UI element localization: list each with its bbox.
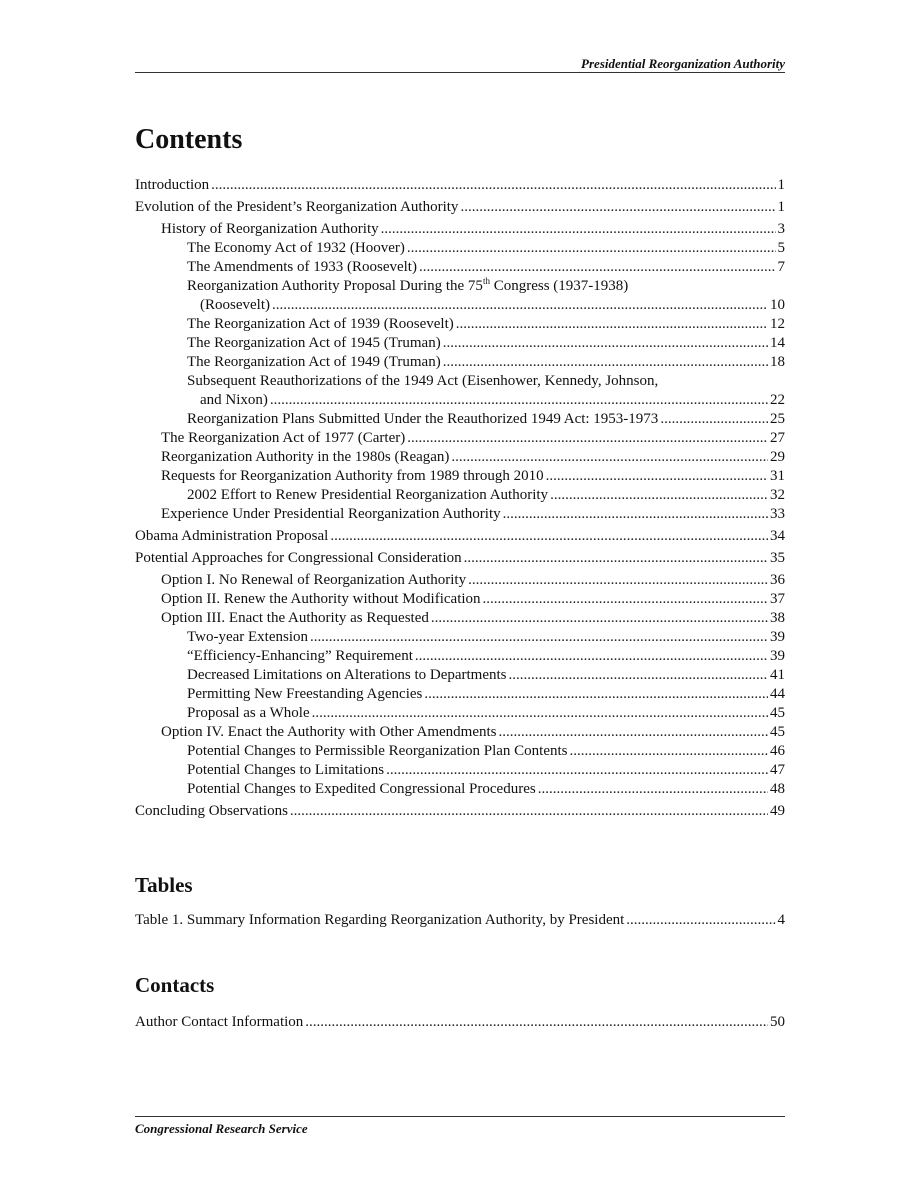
contents-heading: Contents bbox=[135, 124, 243, 155]
header-rule bbox=[135, 72, 785, 73]
toc-entry[interactable]: Reorganization Authority Proposal During the 75th Congress (1937-1938) (Roosevelt) ..... 10 bbox=[135, 277, 785, 315]
toc-entry[interactable]: Proposal as a Whole ..... 45 bbox=[135, 704, 785, 723]
toc-entry[interactable]: Option II. Renew the Authority without Modification ..... 37 bbox=[135, 590, 785, 609]
toc-entry[interactable]: Reorganization Authority in the 1980s (Reagan) ..... 29 bbox=[135, 448, 785, 467]
toc-entry[interactable]: The Economy Act of 1932 (Hoover) ..... 5 bbox=[135, 239, 785, 258]
toc-entry[interactable]: Obama Administration Proposal ..... 34 bbox=[135, 527, 785, 546]
toc-entry[interactable]: Option I. No Renewal of Reorganization Authority ..... 36 bbox=[135, 571, 785, 590]
toc-entry[interactable]: Subsequent Reauthorizations of the 1949 Act (Eisenhower, Kennedy, Johnson, and Nixon) ..... 22 bbox=[135, 372, 785, 410]
toc-entry[interactable]: Introduction ..... 1 bbox=[135, 176, 785, 195]
contacts-heading: Contacts bbox=[135, 973, 215, 997]
toc-entry[interactable]: Evolution of the President’s Reorganization Authority ..... 1 bbox=[135, 198, 785, 217]
tables-list bbox=[135, 911, 785, 930]
toc-entry[interactable]: Reorganization Plans Submitted Under the Reauthorized 1949 Act: 1953-1973 ..... 25 bbox=[135, 410, 785, 429]
toc-entry[interactable]: Experience Under Presidential Reorganization Authority ..... 33 bbox=[135, 505, 785, 524]
toc-entry[interactable]: Potential Changes to Limitations ..... 47 bbox=[135, 761, 785, 780]
toc-entry[interactable]: Permitting New Freestanding Agencies ..... 44 bbox=[135, 685, 785, 704]
toc-entry[interactable]: History of Reorganization Authority ..... 3 bbox=[135, 220, 785, 239]
toc-entry[interactable]: Potential Changes to Permissible Reorganization Plan Contents ..... 46 bbox=[135, 742, 785, 761]
contacts-list bbox=[135, 1013, 785, 1032]
toc-entry[interactable]: Concluding Observations ..... 49 bbox=[135, 802, 785, 821]
toc-entry[interactable]: The Reorganization Act of 1949 (Truman) ..... 18 bbox=[135, 353, 785, 372]
table-of-contents bbox=[135, 176, 785, 821]
running-header: Presidential Reorganization Authority bbox=[581, 56, 785, 71]
toc-entry[interactable]: Decreased Limitations on Alterations to Departments ..... 41 bbox=[135, 666, 785, 685]
footer-rule bbox=[135, 1116, 785, 1117]
toc-entry[interactable]: Option III. Enact the Authority as Requested ..... 38 bbox=[135, 609, 785, 628]
toc-entry[interactable]: The Reorganization Act of 1977 (Carter) ..... 27 bbox=[135, 429, 785, 448]
tables-heading: Tables bbox=[135, 873, 193, 897]
running-footer: Congressional Research Service bbox=[135, 1121, 308, 1136]
toc-entry[interactable]: Potential Changes to Expedited Congressional Procedures ..... 48 bbox=[135, 780, 785, 799]
toc-entry[interactable]: Requests for Reorganization Authority from 1989 through 2010 ..... 31 bbox=[135, 467, 785, 486]
toc-entry[interactable]: Option IV. Enact the Authority with Other Amendments ..... 45 bbox=[135, 723, 785, 742]
toc-entry[interactable]: Potential Approaches for Congressional Consideration ..... 35 bbox=[135, 549, 785, 568]
toc-entry[interactable]: “Efficiency-Enhancing” Requirement ..... 39 bbox=[135, 647, 785, 666]
toc-entry[interactable]: The Reorganization Act of 1939 (Roosevelt) ..... 12 bbox=[135, 315, 785, 334]
toc-entry[interactable]: The Amendments of 1933 (Roosevelt) ..... 7 bbox=[135, 258, 785, 277]
toc-entry[interactable]: 2002 Effort to Renew Presidential Reorganization Authority ..... 32 bbox=[135, 486, 785, 505]
table-entry[interactable]: Table 1. Summary Information Regarding Reorganization Authority, by President ..... 4 bbox=[135, 911, 785, 930]
toc-entry[interactable]: Two-year Extension ..... 39 bbox=[135, 628, 785, 647]
contact-entry[interactable]: Author Contact Information ..... 50 bbox=[135, 1013, 785, 1032]
toc-entry[interactable]: The Reorganization Act of 1945 (Truman) ..... 14 bbox=[135, 334, 785, 353]
